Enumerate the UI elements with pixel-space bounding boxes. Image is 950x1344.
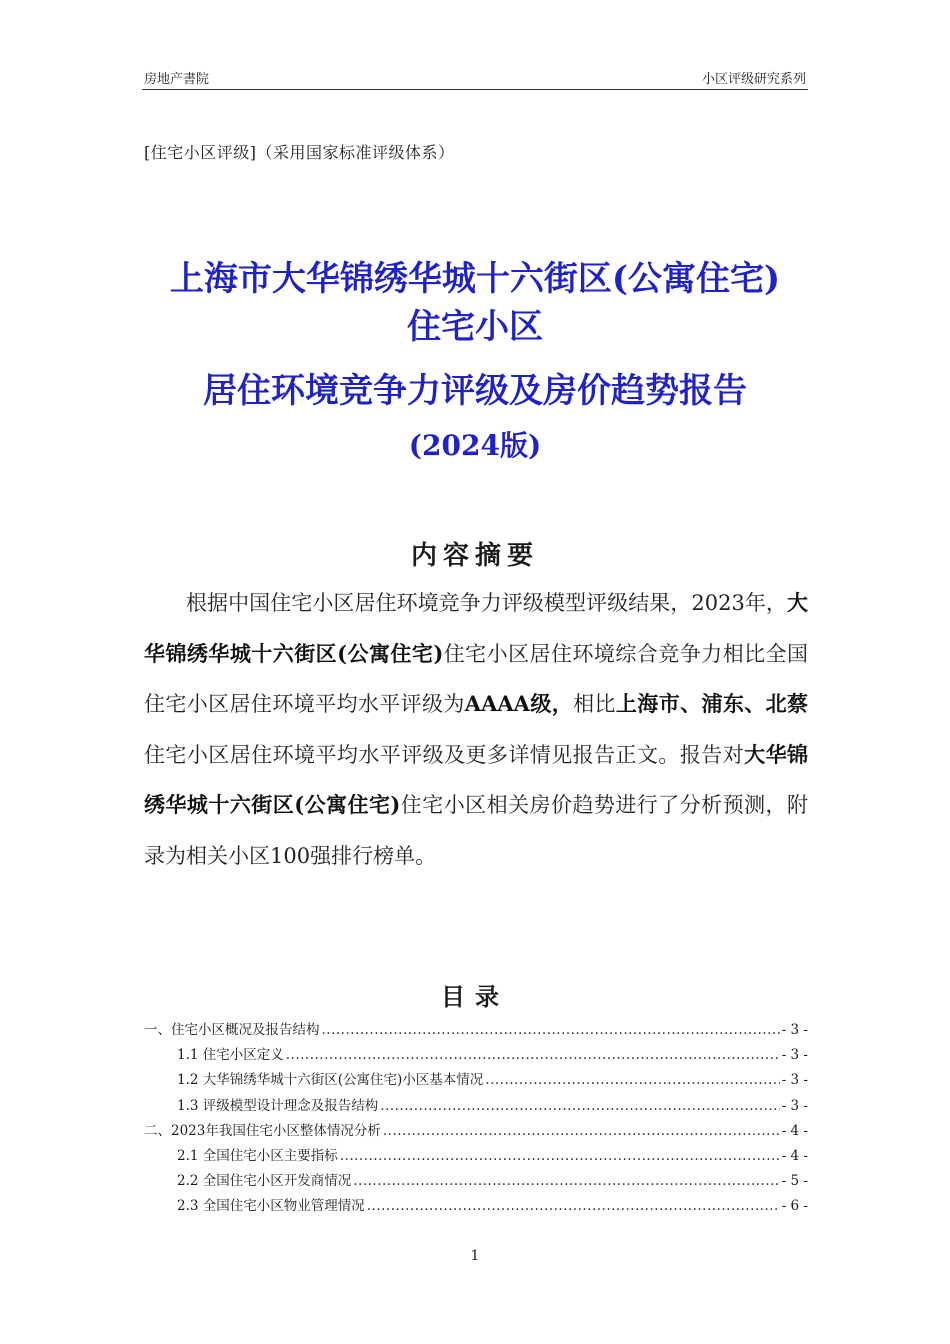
report-edition: (2024版) bbox=[408, 429, 542, 462]
toc-item-label: 一、住宅小区概况及报告结构 bbox=[144, 1022, 320, 1038]
abstract-body bbox=[144, 578, 808, 881]
toc-item-label: 2.1 全国住宅小区主要指标 bbox=[177, 1147, 338, 1164]
abstract-text-4: 住宅小区居住环境平均水平评级及更多详情见报告正文。报告对 bbox=[144, 742, 745, 767]
abstract-community-name: 大华锦绣华城十六街区(公寓住宅) bbox=[144, 590, 808, 666]
toc-item-label: 2.3 全国住宅小区物业管理情况 bbox=[177, 1198, 365, 1215]
report-title-line-2: 住宅小区 bbox=[407, 307, 543, 347]
toc-item-page: - 3 - bbox=[781, 1097, 808, 1114]
table-of-contents bbox=[144, 1018, 808, 1220]
toc-item-label: 1.3 评级模型设计理念及报告结构 bbox=[177, 1097, 379, 1114]
toc-leader-dots bbox=[485, 1068, 779, 1093]
toc-heading: 目录 bbox=[441, 983, 509, 1011]
rating-tag-line: [住宅小区评级]（采用国家标准评级体系） bbox=[144, 143, 455, 162]
toc-item-page: - 4 - bbox=[781, 1122, 808, 1139]
header-right-text: 小区评级研究系列 bbox=[701, 72, 806, 87]
toc-item-page: - 5 - bbox=[781, 1173, 808, 1190]
abstract-text-2: 住宅小区居住环境综合竞争力相比全国住宅小区居住环境平均水平评级为 bbox=[144, 641, 808, 716]
toc-item[interactable] bbox=[144, 1169, 808, 1194]
report-title-line-1: 上海市大华锦绣华城十六街区(公寓住宅) bbox=[169, 259, 781, 299]
toc-item[interactable] bbox=[144, 1144, 808, 1169]
abstract-paragraph bbox=[144, 578, 808, 881]
toc-item-page: - 3 - bbox=[781, 1022, 808, 1038]
toc-item-label: 2.2 全国住宅小区开发商情况 bbox=[177, 1173, 352, 1190]
toc-leader-dots bbox=[286, 1043, 780, 1068]
toc-item[interactable] bbox=[144, 1018, 808, 1043]
toc-item[interactable] bbox=[144, 1119, 808, 1144]
toc-item[interactable] bbox=[144, 1094, 808, 1119]
toc-leader-dots bbox=[367, 1194, 780, 1219]
toc-item[interactable] bbox=[144, 1043, 808, 1068]
toc-leader-dots bbox=[380, 1094, 779, 1119]
toc-leader-dots bbox=[353, 1169, 779, 1194]
abstract-text-1: 根据中国住宅小区居住环境竞争力评级模型评级结果，2023年， bbox=[186, 591, 787, 615]
toc-item-label: 二、2023年我国住宅小区整体情况分析 bbox=[144, 1122, 381, 1139]
toc-item-page: - 4 - bbox=[781, 1147, 808, 1164]
toc-leader-dots bbox=[322, 1018, 780, 1043]
abstract-heading: 内容摘要 bbox=[410, 541, 539, 571]
report-title-line-3: 居住环境竞争力评级及房价趋势报告 bbox=[203, 371, 747, 411]
toc-item-label: 1.1 住宅小区定义 bbox=[177, 1047, 284, 1064]
toc-leader-dots bbox=[340, 1144, 780, 1169]
header-left-text: 房地产書院 bbox=[144, 72, 210, 87]
abstract-text-5: 住宅小区相关房价趋势进行了分析预测，附录为相关小区100强排行榜单。 bbox=[144, 793, 808, 868]
abstract-rating: AAAA级， bbox=[464, 691, 574, 716]
abstract-community-name-2: 大华锦绣华城十六街区(公寓住宅) bbox=[144, 741, 809, 817]
abstract-regions: 上海市、浦东、北蔡 bbox=[615, 691, 809, 716]
toc-item-page: - 3 - bbox=[781, 1047, 808, 1064]
abstract-text-3: 相比 bbox=[573, 692, 616, 716]
toc-item-page: - 3 - bbox=[781, 1072, 808, 1089]
page-number: 1 bbox=[470, 1248, 480, 1264]
toc-item-page: - 6 - bbox=[781, 1198, 808, 1215]
toc-item[interactable] bbox=[144, 1194, 808, 1219]
header-divider bbox=[142, 89, 808, 90]
toc-item-label: 1.2 大华锦绣华城十六街区(公寓住宅)小区基本情况 bbox=[177, 1072, 484, 1089]
toc-leader-dots bbox=[383, 1119, 780, 1144]
toc-item[interactable] bbox=[144, 1068, 808, 1093]
